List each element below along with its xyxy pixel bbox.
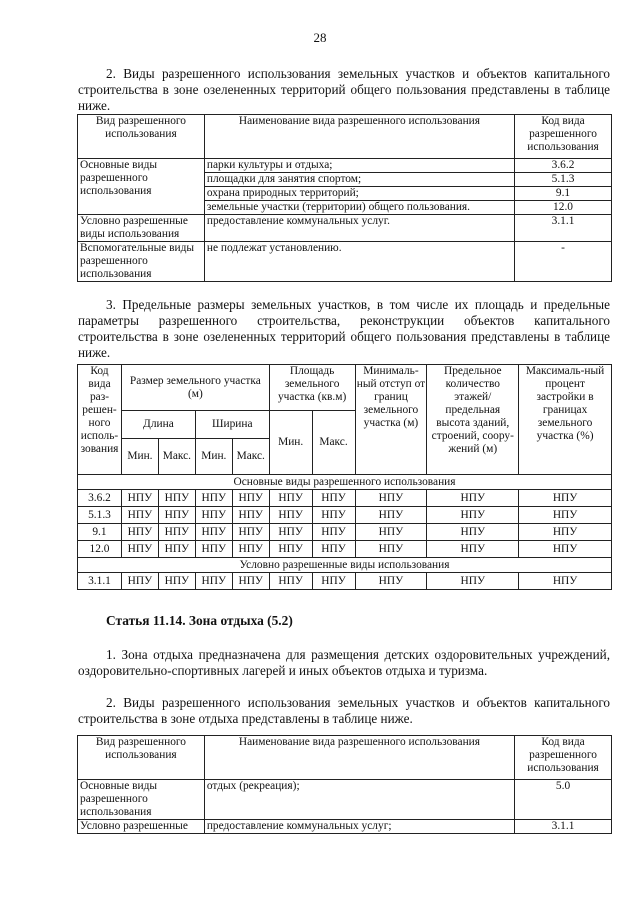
- use-name: отдых (рекреация);: [204, 780, 514, 820]
- paragraph-land-use-types-recreation: [78, 695, 610, 727]
- cell-value: НПУ: [121, 541, 158, 558]
- cell-value: НПУ: [355, 490, 427, 507]
- header-area-min: Мин.: [269, 411, 312, 475]
- use-name: площадки для занятия спортом;: [204, 173, 514, 187]
- cell-value: НПУ: [519, 524, 612, 541]
- table-row: [78, 820, 612, 834]
- cell-value: НПУ: [158, 573, 195, 590]
- article-heading: Статья 11.14. Зона отдыха (5.2): [106, 613, 293, 628]
- row-code: 3.6.2: [78, 490, 122, 507]
- header-use-code: Код вида разрешенного использования: [515, 736, 612, 780]
- header-use-name: Наименование вида разрешенного использования: [204, 736, 514, 780]
- cell-value: НПУ: [269, 541, 312, 558]
- header-width: Ширина: [195, 411, 269, 439]
- cell-value: НПУ: [427, 524, 519, 541]
- use-type-conditional: Условно разрешенные виды использования: [78, 215, 205, 242]
- cell-value: НПУ: [355, 524, 427, 541]
- use-code: 12.0: [515, 201, 612, 215]
- cell-value: НПУ: [158, 507, 195, 524]
- cell-value: НПУ: [269, 573, 312, 590]
- header-length-max: Макс.: [158, 439, 195, 475]
- cell-value: НПУ: [519, 507, 612, 524]
- paragraph-number: 2.: [106, 695, 116, 710]
- use-type-auxiliary: Вспомогательные виды разрешенного использования: [78, 242, 205, 282]
- paragraph-size-limits: [78, 297, 610, 361]
- paragraph-text: Виды разрешенного использования земельных участков и объектов капитального строительства в зоне отдыха представлены в таблице ниже.: [78, 695, 610, 726]
- page-number: 28: [313, 30, 327, 45]
- row-code: 12.0: [78, 541, 122, 558]
- table-row: [78, 524, 612, 541]
- section-conditional: Условно разрешенные виды использования: [78, 558, 612, 573]
- cell-value: НПУ: [232, 541, 269, 558]
- use-code: 3.1.1: [515, 820, 612, 834]
- cell-value: НПУ: [158, 524, 195, 541]
- use-name: предоставление коммунальных услуг.: [204, 215, 514, 242]
- header-area-max: Макс.: [312, 411, 355, 475]
- cell-value: НПУ: [195, 541, 232, 558]
- table-row: [78, 541, 612, 558]
- header-width-max: Макс.: [232, 439, 269, 475]
- use-code: 5.1.3: [515, 173, 612, 187]
- cell-value: НПУ: [121, 490, 158, 507]
- section-main: Основные виды разрешенного использования: [78, 475, 612, 490]
- cell-value: НПУ: [519, 490, 612, 507]
- land-use-table-green: [77, 114, 612, 282]
- cell-value: НПУ: [158, 490, 195, 507]
- header-area: Площадь земельного участка (кв.м): [269, 365, 355, 411]
- cell-value: НПУ: [121, 524, 158, 541]
- cell-value: НПУ: [312, 490, 355, 507]
- use-name: не подлежат установлению.: [204, 242, 514, 282]
- header-setback: Минималь-ный отступ от границ земельного участка (м): [355, 365, 427, 475]
- land-use-table-recreation: [77, 735, 612, 834]
- paragraph-number: 2.: [106, 66, 116, 81]
- header-coverage: Максималь-ный процент застройки в границах земельного участка (%): [519, 365, 612, 475]
- paragraph-land-use-types-green: [78, 66, 610, 114]
- cell-value: НПУ: [158, 541, 195, 558]
- cell-value: НПУ: [355, 541, 427, 558]
- cell-value: НПУ: [355, 507, 427, 524]
- cell-value: НПУ: [312, 541, 355, 558]
- use-name: предоставление коммунальных услуг;: [204, 820, 514, 834]
- use-type-main: Основные виды разрешенного использования: [78, 780, 205, 820]
- cell-value: НПУ: [519, 541, 612, 558]
- header-code: Код вида раз-решен-ного исполь-зования: [78, 365, 122, 475]
- cell-value: НПУ: [355, 573, 427, 590]
- paragraph-number: 3.: [106, 297, 116, 312]
- cell-value: НПУ: [232, 507, 269, 524]
- cell-value: НПУ: [519, 573, 612, 590]
- use-name: парки культуры и отдыха;: [204, 159, 514, 173]
- use-name: охрана природных территорий;: [204, 187, 514, 201]
- cell-value: НПУ: [427, 541, 519, 558]
- cell-value: НПУ: [121, 573, 158, 590]
- table-row: [78, 507, 612, 524]
- row-code: 9.1: [78, 524, 122, 541]
- table-row: [78, 490, 612, 507]
- table-row: [78, 780, 612, 820]
- use-type-main: Основные виды разрешенного использования: [78, 159, 205, 215]
- use-code: -: [515, 242, 612, 282]
- cell-value: НПУ: [427, 507, 519, 524]
- cell-value: НПУ: [232, 524, 269, 541]
- cell-value: НПУ: [232, 490, 269, 507]
- cell-value: НПУ: [195, 524, 232, 541]
- cell-value: НПУ: [195, 490, 232, 507]
- cell-value: НПУ: [269, 524, 312, 541]
- paragraph-text: Зона отдыха предназначена для размещения детских оздоровительных учреждений, оздоровительно-спортивных лагерей и иных объектов отдыха и туризма.: [78, 647, 610, 678]
- header-width-min: Мин.: [195, 439, 232, 475]
- header-use-code: Код вида разрешенного использования: [515, 115, 612, 159]
- cell-value: НПУ: [427, 573, 519, 590]
- use-name: земельные участки (территории) общего пользования.: [204, 201, 514, 215]
- paragraph-text: Предельные размеры земельных участков, в том числе их площадь и предельные параметры разрешенного строительства, реконструкции объектов капитального строительства в зоне озелененных территорий общего пользования представлены в таблице ниже.: [78, 297, 610, 360]
- header-floors: Предельное количество этажей/ предельная высота зданий, строений, соору-жений (м): [427, 365, 519, 475]
- cell-value: НПУ: [121, 507, 158, 524]
- use-code: 5.0: [515, 780, 612, 820]
- table-row: [78, 215, 612, 242]
- use-code: 3.1.1: [515, 215, 612, 242]
- cell-value: НПУ: [232, 573, 269, 590]
- paragraph-zone-purpose: [78, 647, 610, 679]
- row-code: 3.1.1: [78, 573, 122, 590]
- use-code: 3.6.2: [515, 159, 612, 173]
- cell-value: НПУ: [195, 507, 232, 524]
- cell-value: НПУ: [269, 507, 312, 524]
- cell-value: НПУ: [312, 524, 355, 541]
- cell-value: НПУ: [312, 507, 355, 524]
- use-code: 9.1: [515, 187, 612, 201]
- paragraph-number: 1.: [106, 647, 116, 662]
- cell-value: НПУ: [269, 490, 312, 507]
- table-row: [78, 242, 612, 282]
- use-type-conditional: Условно разрешенные: [78, 820, 205, 834]
- size-limits-table: [77, 364, 612, 590]
- cell-value: НПУ: [427, 490, 519, 507]
- header-length-min: Мин.: [121, 439, 158, 475]
- header-length: Длина: [121, 411, 195, 439]
- header-size: Размер земельного участка (м): [121, 365, 269, 411]
- cell-value: НПУ: [195, 573, 232, 590]
- header-use-type: Вид разрешенного использования: [78, 115, 205, 159]
- cell-value: НПУ: [312, 573, 355, 590]
- header-use-type: Вид разрешенного использования: [78, 736, 205, 780]
- header-use-name: Наименование вида разрешенного использования: [204, 115, 514, 159]
- table-row: [78, 573, 612, 590]
- row-code: 5.1.3: [78, 507, 122, 524]
- table-row: [78, 159, 612, 173]
- paragraph-text: Виды разрешенного использования земельных участков и объектов капитального строительства в зоне озелененных территорий общего пользования представлены в таблице ниже.: [78, 66, 610, 113]
